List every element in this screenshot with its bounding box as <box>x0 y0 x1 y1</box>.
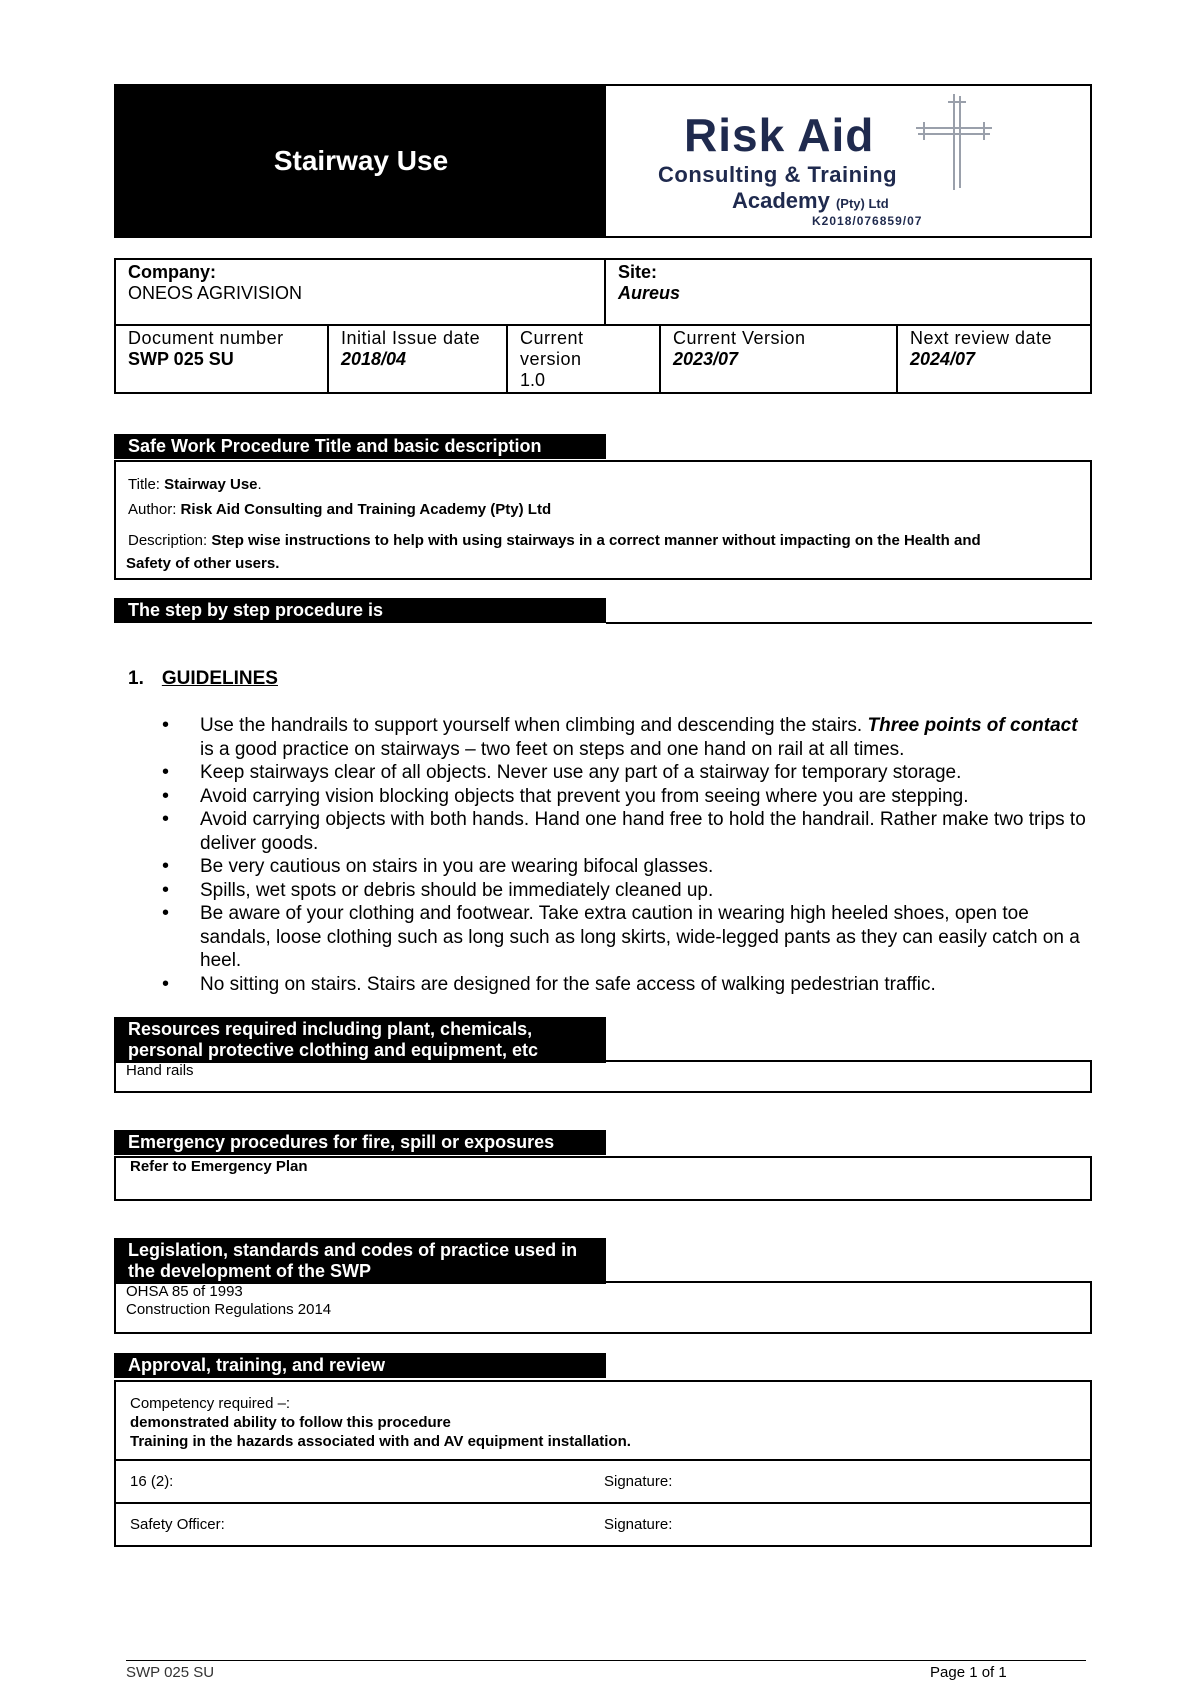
current-version-label: Current version <box>520 328 584 369</box>
next-review-cell <box>898 326 1090 392</box>
footer-page-number: Page 1 of 1 <box>930 1664 1007 1681</box>
competency-line-2: Training in the hazards associated with and AV equipment installation. <box>130 1433 631 1450</box>
swp-description-box <box>114 460 1092 580</box>
next-review-value: 2024/07 <box>910 349 976 369</box>
swp-author-label: Author: <box>128 501 181 518</box>
swp-title-suffix: . <box>257 476 262 493</box>
company-value: ONEOS AGRIVISION <box>128 283 303 303</box>
company-cell <box>116 260 606 324</box>
cross-icon <box>914 92 994 192</box>
list-item: • No sitting on stairs. Stairs are designed for the safe access of walking pedestrian traffic. <box>158 973 1092 997</box>
signature-row <box>116 1502 1090 1545</box>
swp-title-line <box>128 476 1090 493</box>
current-version-date-cell <box>661 326 898 392</box>
procedure-heading: The step by step procedure is <box>114 598 606 623</box>
logo-registration: K2018/076859/07 <box>812 214 923 228</box>
guidelines-list <box>158 714 1092 996</box>
site-cell <box>606 260 1090 324</box>
signature-row-role: Safety Officer: <box>130 1516 225 1533</box>
logo-subtitle-1: Consulting & Training <box>658 162 898 187</box>
current-version-date-label: Current Version <box>673 328 806 348</box>
guidelines-title <box>128 668 278 690</box>
doc-number-label: Document number <box>128 328 284 348</box>
document-info-table <box>114 258 1092 394</box>
signature-row <box>116 1459 1090 1502</box>
legislation-heading-line-2: the development of the SWP <box>128 1261 372 1281</box>
logo-main-text: Risk Aid <box>684 109 875 161</box>
swp-section-heading: Safe Work Procedure Title and basic description <box>114 434 606 459</box>
doc-number-cell <box>116 326 329 392</box>
swp-description-value-2: Safety of other users. <box>126 555 280 572</box>
signature-row-signature: Signature: <box>604 1516 673 1533</box>
document-title: Stairway Use <box>116 86 606 236</box>
initial-issue-value: 2018/04 <box>341 349 407 369</box>
legislation-line-2: Construction Regulations 2014 <box>126 1301 332 1318</box>
logo-pty: (Pty) Ltd <box>835 196 889 211</box>
legislation-box <box>114 1281 1092 1334</box>
site-value: Aureus <box>618 283 681 303</box>
initial-issue-cell <box>329 326 508 392</box>
doc-number-value: SWP 025 SU <box>128 349 234 369</box>
initial-issue-label: Initial Issue date <box>341 328 481 348</box>
swp-title-label: Title: <box>128 476 165 493</box>
emergency-heading: Emergency procedures for fire, spill or exposures <box>114 1130 606 1155</box>
swp-author-value: Risk Aid Consulting and Training Academy (Pty) Ltd <box>180 501 552 518</box>
document-header <box>114 84 1092 238</box>
legislation-heading <box>114 1238 606 1284</box>
resources-box <box>114 1060 1092 1093</box>
current-version-cell <box>508 326 661 392</box>
list-item: • Avoid carrying vision blocking objects that prevent you from seeing where you are stepping. <box>158 785 1092 809</box>
signature-row-signature: Signature: <box>604 1473 673 1490</box>
logo-academy: Academy <box>732 188 830 213</box>
resources-value: Hand rails <box>126 1062 194 1079</box>
signature-row-role: 16 (2): <box>130 1473 174 1490</box>
emergency-box <box>114 1156 1092 1201</box>
list-item: • Spills, wet spots or debris should be immediately cleaned up. <box>158 879 1092 903</box>
swp-title-value: Stairway Use <box>164 476 258 493</box>
competency-label: Competency required –: <box>130 1395 291 1412</box>
footer-doc-number: SWP 025 SU <box>126 1664 215 1681</box>
procedure-heading-rule <box>606 622 1092 624</box>
competency-block <box>116 1382 1090 1459</box>
emergency-value: Refer to Emergency Plan <box>130 1158 308 1175</box>
approval-heading: Approval, training, and review <box>114 1353 606 1378</box>
footer-rule <box>126 1660 1086 1661</box>
list-item: • Avoid carrying objects with both hands. Hand one hand free to hold the handrail. Rather make two trips to deliver goods. <box>158 808 1092 855</box>
list-item <box>158 714 1092 761</box>
company-label: Company: <box>128 262 217 282</box>
list-item: • Be aware of your clothing and footwear. Take extra caution in wearing high heeled shoes, open toe sandals, loose clothing such as long such as long skirts, wide-legged pants as they can easily catch on a heel. <box>158 902 1092 973</box>
swp-description-value-1: Step wise instructions to help with using stairways in a correct manner without impacting on the Health and <box>211 532 981 549</box>
legislation-heading-line-1: Legislation, standards and codes of practice used in <box>128 1240 578 1260</box>
list-item-emphasis: Three points of contact <box>867 715 1078 736</box>
list-item-text: Use the handrails to support yourself when climbing and descending the stairs. <box>200 715 868 736</box>
swp-description-label: Description: <box>128 532 212 549</box>
logo-subtitle-2 <box>732 188 889 214</box>
competency-line-1: demonstrated ability to follow this procedure <box>130 1414 451 1431</box>
swp-description-line <box>128 526 1090 555</box>
guidelines-title-text: GUIDELINES <box>161 668 278 689</box>
list-item-text: is a good practice on stairways – two feet on steps and one hand on rail at all times. <box>200 738 905 760</box>
current-version-date-value: 2023/07 <box>673 349 739 369</box>
approval-box <box>114 1380 1092 1547</box>
company-logo <box>606 86 1090 236</box>
resources-heading <box>114 1017 606 1063</box>
legislation-line-1: OHSA 85 of 1993 <box>126 1283 243 1300</box>
resources-heading-line-2: personal protective clothing and equipment, etc <box>128 1040 539 1060</box>
site-label: Site: <box>618 262 658 282</box>
list-item: • Keep stairways clear of all objects. Never use any part of a stairway for temporary storage. <box>158 761 1092 785</box>
list-item: • Be very cautious on stairs in you are wearing bifocal glasses. <box>158 855 1092 879</box>
guidelines-number: 1. <box>128 668 144 689</box>
current-version-value: 1.0 <box>520 370 546 390</box>
swp-author-line <box>128 501 1090 518</box>
resources-heading-line-1: Resources required including plant, chemicals, <box>128 1019 533 1039</box>
next-review-label: Next review date <box>910 328 1053 348</box>
